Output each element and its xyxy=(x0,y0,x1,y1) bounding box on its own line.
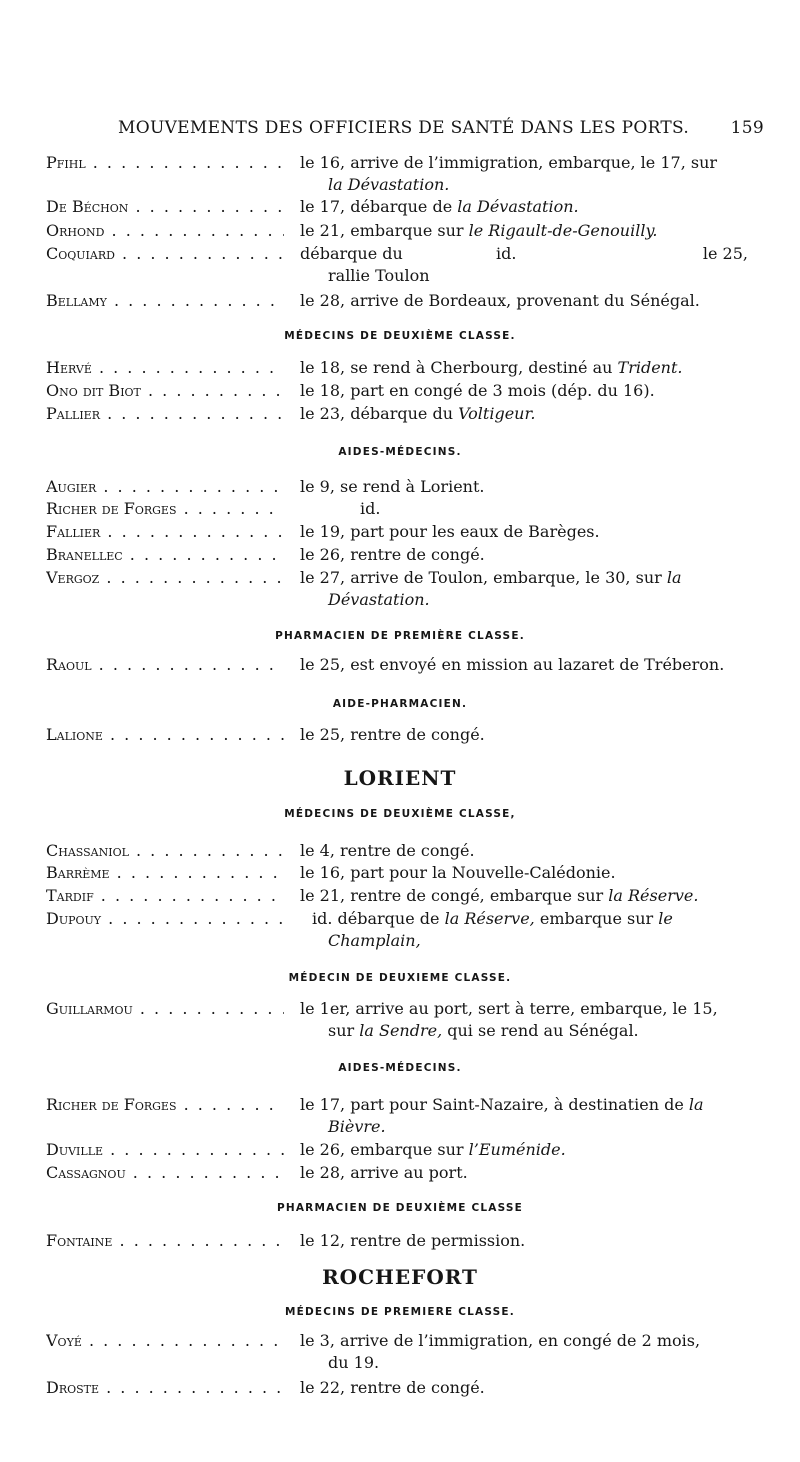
entry-name: Cassagnou . . . xyxy=(46,1162,284,1184)
entry-name: Duville . . . xyxy=(46,1139,284,1161)
entry-description: le 16, arrive de l’immigration, embarque, le 17, sur la Dévastation. xyxy=(300,152,762,196)
entry-name: Richer de Forges . . . xyxy=(46,1094,284,1116)
ship-name: Bièvre. xyxy=(328,1117,386,1136)
entry-name: Fontaine . . . xyxy=(46,1230,284,1252)
ship-name: le xyxy=(658,909,673,928)
page-title: MOUVEMENTS DES OFFICIERS DE SANTÉ DANS LES PORTS. xyxy=(118,118,690,138)
section-heading: MÉDECINS DE PREMIERE CLASSE. xyxy=(284,1306,515,1318)
entry-name: Guillarmou . . . xyxy=(46,998,284,1020)
ship-name: la Dévastation. xyxy=(328,175,450,194)
entry-description: le 1er, arrive au port, sert à terre, embarque, le 15, sur la Sendre, qui se rend au Sénégal. xyxy=(300,999,718,1040)
entry-name: Bellamy . . . xyxy=(46,290,284,312)
entry-description: le 21, embarque sur le Rigault-de-Genouilly. xyxy=(300,221,658,240)
entry-description: débarque du id. le 25, rallie Toulon xyxy=(300,244,748,285)
ship-name: Voltigeur. xyxy=(458,404,536,423)
port-title: LORIENT xyxy=(343,766,457,790)
entry-name: Barrème . . . xyxy=(46,862,284,884)
entry-name: Raoul . . . xyxy=(46,654,284,676)
entry-description: le 25, rentre de congé. xyxy=(300,725,485,744)
entry-name: Droste . . . xyxy=(46,1377,284,1399)
entry-name: Augier . . . xyxy=(46,476,284,498)
ship-name: la Dévastation. xyxy=(457,197,579,216)
section-heading: MÉDECIN DE DEUXIEME CLASSE. xyxy=(288,972,512,984)
entry-name: Branellec . . . xyxy=(46,544,284,566)
entry-name: Pfihl . . . xyxy=(46,152,284,174)
entry-name: Chassaniol . . . xyxy=(46,840,284,862)
section-heading: PHARMACIEN DE PREMIÈRE CLASSE. xyxy=(275,630,525,642)
entry-name: Richer de Forges . . . xyxy=(46,498,284,520)
entry-name: Orhond . . . xyxy=(46,220,284,242)
section-heading: AIDES-MÉDECINS. xyxy=(338,1062,462,1074)
entry-description: le 18, part en congé de 3 mois (dép. du 16). xyxy=(300,381,655,400)
entry-name: Fallier . . . xyxy=(46,521,284,543)
entry-description: le 17, débarque de la Dévastation. xyxy=(300,197,579,216)
entry-name: Hervé . . . xyxy=(46,357,284,379)
section-heading: MÉDECINS DE DEUXIÈME CLASSE. xyxy=(284,330,516,342)
entry-name: Pallier . . . xyxy=(46,403,284,425)
entry-description: le 3, arrive de l’immigration, en congé de 2 mois, du 19. xyxy=(300,1331,701,1372)
running-header xyxy=(118,118,764,138)
entry-description: le 12, rentre de permission. xyxy=(300,1231,526,1250)
entry-description: le 9, se rend à Lorient. xyxy=(300,477,485,496)
section-heading: AIDES-MÉDECINS. xyxy=(338,446,462,458)
entry-description: id. débarque de la Réserve, embarque sur le Champlain, xyxy=(300,908,762,952)
entry-description: le 18, se rend à Cherbourg, destiné au Trident. xyxy=(300,358,683,377)
ship-name: le Rigault-de-Genouilly. xyxy=(468,221,658,240)
entry-description: id. xyxy=(360,499,381,518)
entry-description: le 22, rentre de congé. xyxy=(300,1378,485,1397)
entry-description: le 26, embarque sur l’Euménide. xyxy=(300,1140,566,1159)
ship-name: la xyxy=(666,568,682,587)
ship-name: l’Euménide. xyxy=(468,1140,566,1159)
ship-name: la Sendre, xyxy=(359,1021,443,1040)
entry-description: le 28, arrive au port. xyxy=(300,1163,468,1182)
entry-description: le 17, part pour Saint-Nazaire, à destinatien de la Bièvre. xyxy=(300,1094,762,1138)
ship-name: la xyxy=(688,1095,704,1114)
port-title: ROCHEFORT xyxy=(322,1265,478,1289)
section-heading: PHARMACIEN DE DEUXIÈME CLASSE xyxy=(276,1202,524,1214)
entry-description: le 23, débarque du Voltigeur. xyxy=(300,404,536,423)
ship-name: Dévastation. xyxy=(328,590,430,609)
ship-name: la Réserve, xyxy=(444,909,535,928)
entry-description: le 25, est envoyé en mission au lazaret de Tréberon. xyxy=(300,655,725,674)
entry-description: le 19, part pour les eaux de Barèges. xyxy=(300,522,600,541)
entry-name: Tardif . . . xyxy=(46,885,284,907)
ship-name: Trident. xyxy=(617,358,683,377)
entry-description: le 16, part pour la Nouvelle-Calédonie. xyxy=(300,863,616,882)
ship-name: la Réserve. xyxy=(608,886,699,905)
entry-name: Dupouy . . . xyxy=(46,908,284,930)
entry-name: Coquiard . . . xyxy=(46,243,284,265)
section-heading: AIDE-PHARMACIEN. xyxy=(332,698,468,710)
entry-description: le 27, arrive de Toulon, embarque, le 30, sur la Dévastation. xyxy=(300,567,762,611)
entry-description: le 4, rentre de congé. xyxy=(300,841,475,860)
entry-name: Ono dit Biot . . . xyxy=(46,380,284,402)
entry-name: Vergoz . . . xyxy=(46,567,284,589)
entry-name: Lalione . . . xyxy=(46,724,284,746)
entry-name: De Béchon . . . xyxy=(46,196,284,218)
entry-description: le 28, arrive de Bordeaux, provenant du Sénégal. xyxy=(300,291,700,310)
entry-description: le 21, rentre de congé, embarque sur la Réserve. xyxy=(300,886,699,905)
section-heading: MÉDECINS DE DEUXIÈME CLASSE, xyxy=(284,808,516,820)
entry-name: Voyé . . . xyxy=(46,1330,284,1352)
ship-name: Champlain, xyxy=(328,931,421,950)
entry-description: le 26, rentre de congé. xyxy=(300,545,485,564)
page-number: 159 xyxy=(730,118,764,138)
